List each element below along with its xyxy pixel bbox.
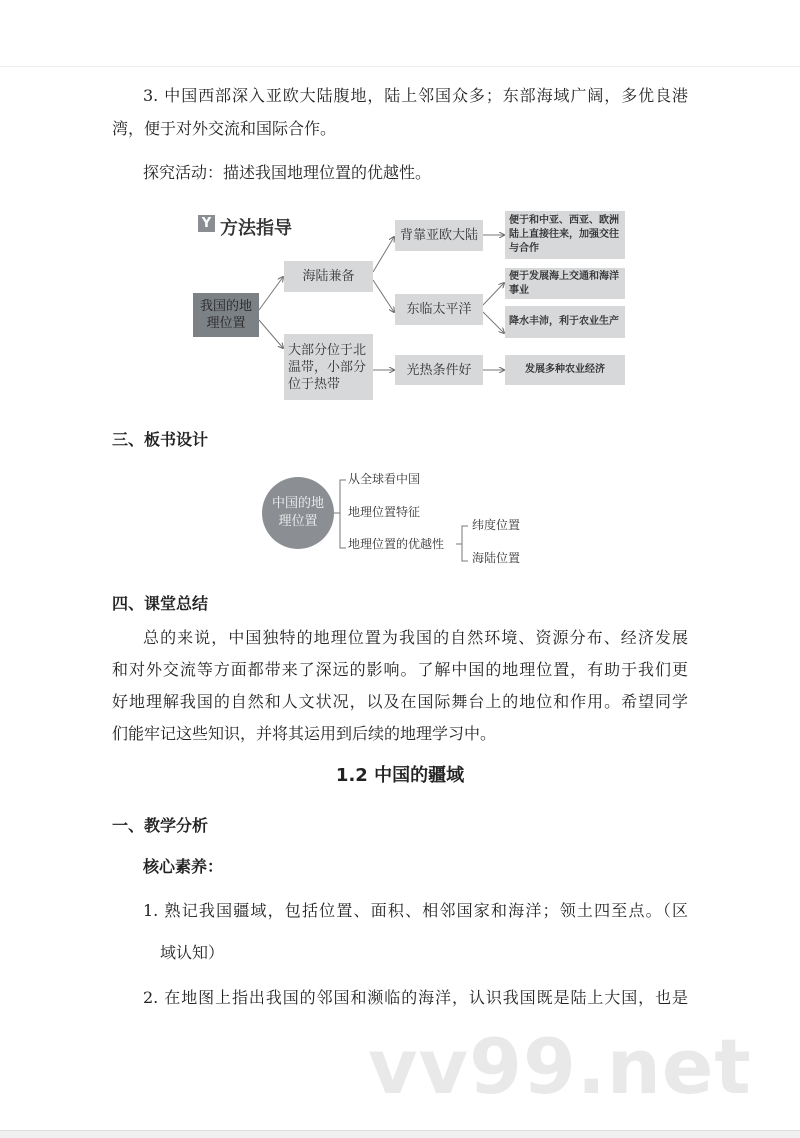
arrow: [373, 280, 394, 312]
core-literacy-label: 核心素养：: [143, 857, 224, 876]
diagram-sub-box: 东临太平洋: [395, 294, 483, 325]
board-subitem: 纬度位置: [472, 518, 521, 532]
section-heading: 三、板书设计: [112, 430, 209, 449]
board-item: 从全球看中国: [348, 472, 421, 486]
summary-line: 和对外交流等方面都带来了深远的影响。了解中国的地理位置，有助于我们更: [112, 660, 688, 679]
core-item-line: 1. 熟记我国疆域，包括位置、面积、相邻国家和海洋；领土四至点。（区: [143, 901, 688, 920]
paragraph-3-line-1: 3. 中国西部深入亚欧大陆腹地，陆上邻国众多；东部海域广阔，多优良港: [143, 86, 688, 105]
core-item-line: 2. 在地图上指出我国的邻国和濒临的海洋，认识我国既是陆上大国，也是: [143, 988, 688, 1007]
bracket: [340, 480, 346, 548]
activity-text: 探究活动：描述我国地理位置的优越性。: [143, 163, 432, 182]
paragraph-3-line-2: 湾，便于对外交流和国际合作。: [112, 119, 337, 138]
diagram-leaf-box: 降水丰沛，利于农业生产: [505, 306, 625, 338]
diagram-root-box: 我国的地理位置: [193, 293, 259, 337]
diagram-sub-box: 光热条件好: [395, 355, 483, 385]
board-center-circle: [262, 477, 334, 549]
method-title: 方法指导: [220, 218, 292, 239]
diagram-sub-box: 背靠亚欧大陆: [395, 220, 483, 251]
section-heading: 四、课堂总结: [112, 594, 209, 613]
bracket: [462, 526, 468, 561]
diagram-leaf-box: 便于发展海上交通和海洋事业: [505, 268, 625, 299]
summary-line: 总的来说，中国独特的地理位置为我国的自然环境、资源分布、经济发展: [143, 628, 688, 647]
section-heading: 一、教学分析: [112, 816, 209, 835]
board-center-label: 中国的地理位置: [271, 496, 324, 529]
method-icon: Y: [198, 215, 215, 232]
board-subitem: 海陆位置: [472, 551, 521, 565]
watermark: vv99.net: [368, 1022, 752, 1111]
summary-line: 们能牢记这些知识，并将其运用到后续的地理学习中。: [112, 724, 497, 743]
board-item: 地理位置特征: [348, 505, 421, 519]
arrow: [373, 237, 394, 272]
arrow: [483, 283, 504, 305]
board-item: 地理位置的优越性: [348, 537, 445, 551]
summary-line: 好地理解我国的自然和人文状况，以及在国际舞台上的地位和作用。希望同学: [112, 692, 688, 711]
chapter-title: 1.2 中国的疆域: [335, 765, 465, 786]
core-item-line: 域认知）: [160, 943, 225, 962]
diagram-leaf-box: 发展多种农业经济: [505, 355, 625, 385]
arrow: [259, 277, 283, 310]
diagram-leaf-box: 便于和中亚、西亚、欧洲陆上直接往来，加强交往与合作: [505, 211, 625, 259]
diagram-branch-box: 大部分位于北温带，小部分位于热带: [284, 334, 373, 400]
arrow: [259, 320, 283, 348]
arrow: [483, 312, 504, 333]
diagram-branch-box: 海陆兼备: [284, 261, 373, 292]
